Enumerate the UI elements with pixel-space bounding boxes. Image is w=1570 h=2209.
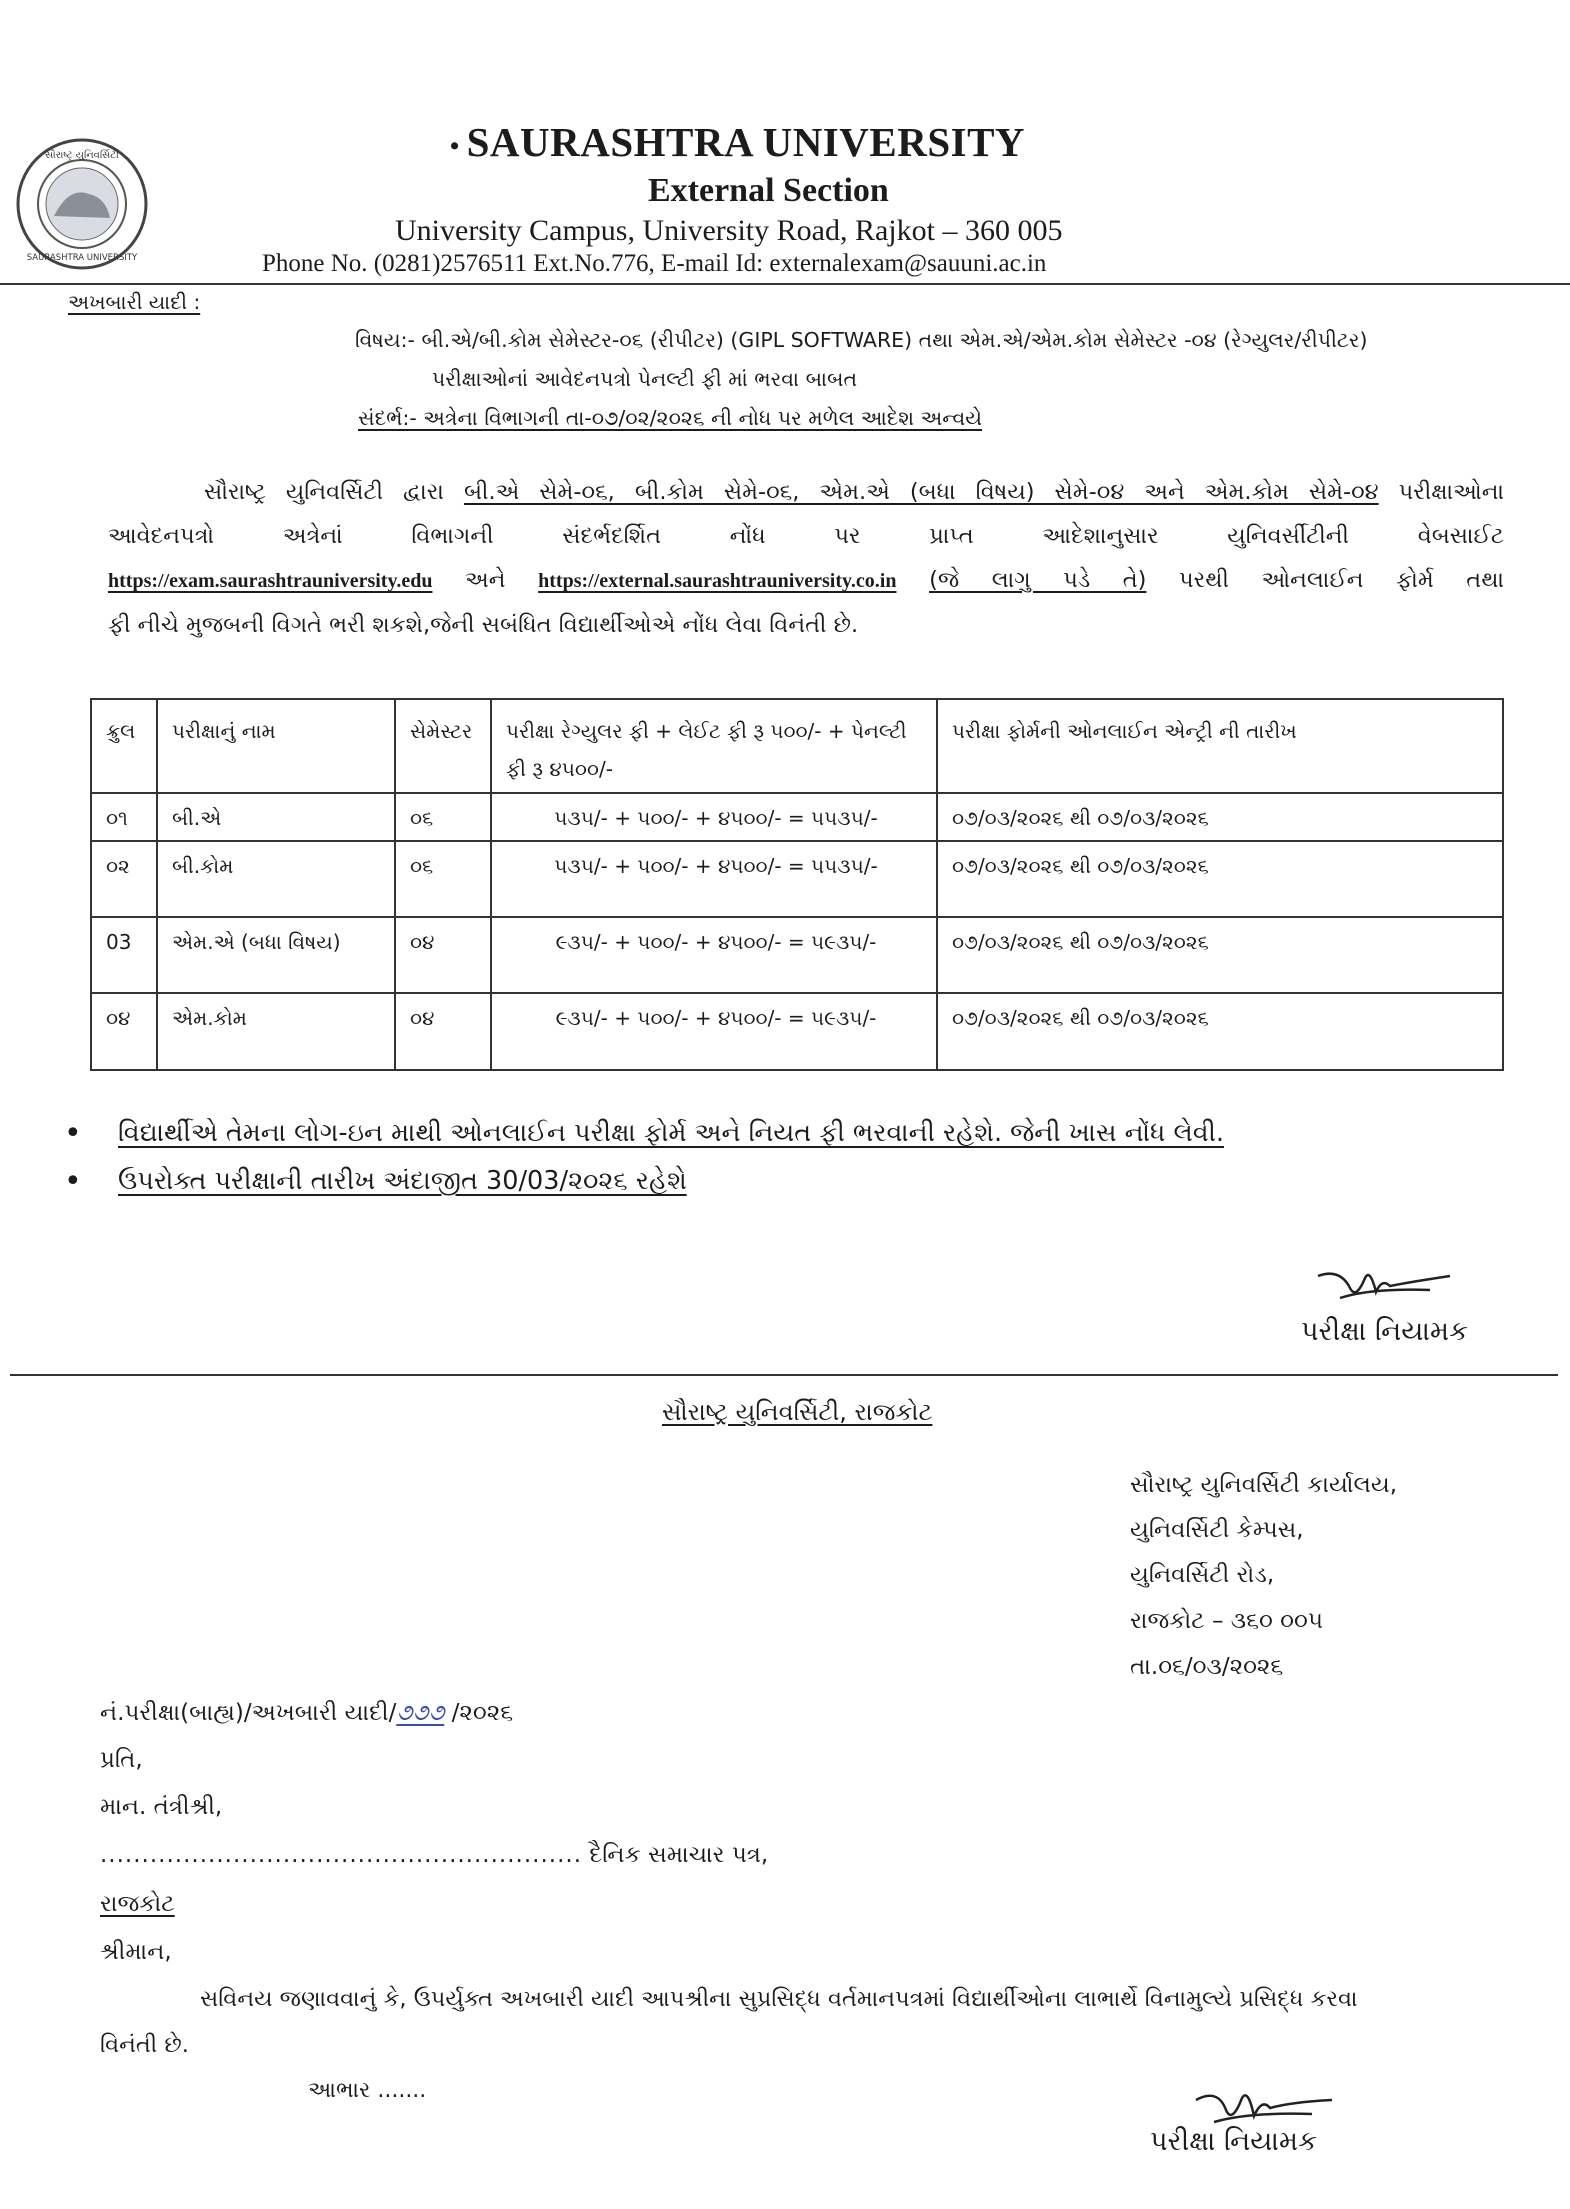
header-divider: [0, 283, 1570, 285]
subject-line-1: વિષય:- બી.એ/બી.કોમ સેમેસ્ટર-૦૬ (રીપીટર) (GIPL SOFTWARE) તથા એમ.એ/એમ.કોમ સેમેસ્ટર -૦૪ (રેગ્યુલર/રીપીટર): [355, 328, 1368, 352]
contact-line: Phone No. (0281)2576511 Ext.No.776, E-mail Id: externalexam@sauuni.ac.in: [262, 250, 1047, 277]
table-row: ૦૧ બી.એ ૦૬ ૫૩૫/- + ૫૦૦/- + ૪૫૦૦/- = ૫૫૩૫/- ૦૭/૦૩/૨૦૨૬ થી ૦૭/૦૩/૨૦૨૬: [91, 793, 1503, 841]
reference-line: સંદર્ભ:- અત્રેના વિભાગની તા-૦૭/૦૨/૨૦૨૬ ની નોધ પર મળેલ આદેશ અન્વયે: [358, 406, 983, 430]
office-address-line: સૌરાષ્ટ્ર યુનિવર્સિટી કાર્યાલય,: [1130, 1472, 1398, 1498]
newspaper-line: .......................................................... દૈનિક સમાચાર પત્ર,: [100, 1842, 769, 1868]
signatory-title-bottom: પરીક્ષા નિયામક: [1150, 2126, 1318, 2157]
list-item: • વિદ્યાર્થીએ તેમના લોગ-ઇન માથી ઓનલાઈન પરીક્ષા ફોર્મ અને નિયત ફી ભરવાની રહેશે. જેની ખાસ નોંધ લેવી.: [62, 1118, 1224, 1166]
body-line-3: https://exam.saurashtrauniversity.edu અને https://external.saurashtrauniversity.co.in (જે લાગુ પડે તે) પરથી ઓનલાઈન ફોર્મ તથા: [108, 567, 1504, 593]
notes-list: [62, 1118, 1224, 1214]
thanks-line: આભાર .......: [308, 2078, 427, 2103]
request-line-1: સવિનય જણાવવાનું કે, ઉપર્યુક્ત અખબારી યાદી આપશ્રીના સુપ્રસિદ્ધ વર્તમાનપત્રમાં વિદ્યાર્થીઓના લાભાર્થે વિનામુલ્યે પ્રસિદ્ધ કરવા: [200, 1986, 1358, 2012]
seal-text-bottom: SAURASHTRA UNIVERSITY: [26, 253, 138, 263]
table-row: 03 એમ.એ (બધા વિષય) ૦૪ ૯૩૫/- + ૫૦૦/- + ૪૫૦૦/- = ૫૯૩૫/- ૦૭/૦૩/૨૦૨૬ થી ૦૭/૦૩/૨૦૨૬: [91, 917, 1503, 993]
subject-line-2: પરીક્ષાઓનાં આવેદનપત્રો પેનલ્ટી ફી માં ભરવા બાબત: [432, 367, 858, 391]
editor-salutation: માન. તંત્રીશ્રી,: [100, 1794, 223, 1820]
office-date: તા.૦૬/૦૩/૨૦૨૬: [1130, 1654, 1284, 1680]
letter-city: રાજકોટ: [100, 1891, 175, 1917]
header-exam-name: પરીક્ષાનું નામ: [157, 699, 395, 793]
fee-table: [90, 698, 1504, 1071]
table-row: ૦૪ એમ.કોમ ૦૪ ૯૩૫/- + ૫૦૦/- + ૪૫૦૦/- = ૫૯૩૫/- ૦૭/૦૩/૨૦૨૬ થી ૦૭/૦૩/૨૦૨૬: [91, 993, 1503, 1070]
header-entry-date: પરીક્ષા ફોર્મની ઓનલાઈન એન્ટ્રી ની તારીખ: [937, 699, 1503, 793]
body-line-2: આવેદનપત્રો અત્રેનાં વિભાગની સંદર્ભદર્શિત નોંધ પર પ્રાપ્ત આદેશાનુસાર યુનિવર્સીટીની વેબસાઈટ: [108, 523, 1504, 549]
press-note-label: અખબારી યાદી :: [68, 290, 201, 314]
university-address: University Campus, University Road, Rajkot – 360 005: [395, 214, 1063, 247]
letter-salutation: શ્રીમાન,: [100, 1939, 172, 1965]
signature-mark: [1310, 1258, 1460, 1318]
body-line-1: સૌરાષ્ટ્ર યુનિવર્સિટી દ્વારા બી.એ સેમે-૦૬, બી.કોમ સેમે-૦૬, એમ.એ (બધા વિષય) સેમે-૦૪ અને એમ.કોમ સેમે-૦૪ પરીક્ષાઓના: [204, 479, 1505, 505]
table-header-row: [91, 699, 1503, 793]
header-sr-no: ક્રુલ: [91, 699, 157, 793]
section-divider: [10, 1374, 1558, 1376]
handwritten-number: ૭૭૭: [396, 1700, 445, 1726]
university-title: • SAURASHTRA UNIVERSITY: [450, 119, 1026, 165]
list-item: • ઉપરોક્ત પરીક્ષાની તારીખ અંદાજીત 30/03/૨૦૨૬ રહેશે: [62, 1166, 1224, 1214]
header-semester: સેમેસ્ટર: [395, 699, 491, 793]
external-website-link[interactable]: https://external.saurashtrauniversity.co.in: [538, 570, 897, 592]
body-line-4: ફી નીચે મુજબની વિગતે ભરી શકશે,જેની સબંધિત વિદ્યાર્થીઓએ નોંધ લેવા વિનંતી છે.: [108, 612, 859, 638]
university-city: સૌરાષ્ટ્ર યુનિવર્સિટી, રાજકોટ: [662, 1398, 933, 1426]
table-row: ૦૨ બી.કોમ ૦૬ ૫૩૫/- + ૫૦૦/- + ૪૫૦૦/- = ૫૫૩૫/- ૦૭/૦૩/૨૦૨૬ થી ૦૭/૦૩/૨૦૨૬: [91, 841, 1503, 917]
seal-text-top: સૌરાષ્ટ્ર યુનિવર્સિટી: [45, 150, 119, 161]
office-address-line: યુનિવર્સિટી કેમ્પસ,: [1130, 1517, 1304, 1543]
reference-number: નં.પરીક્ષા(બાહ્ય)/અખબારી યાદી/૭૭૭ /૨૦૨૬: [100, 1700, 514, 1726]
office-address-line: યુનિવર્સિટી રોડ,: [1130, 1562, 1275, 1588]
request-line-2: વિનંતી છે.: [100, 2032, 189, 2058]
body-paragraph: [108, 470, 1504, 647]
office-address-line: રાજકોટ – ૩૬૦ ૦૦૫: [1130, 1608, 1323, 1634]
exam-website-link[interactable]: https://exam.saurashtrauniversity.edu: [108, 570, 433, 592]
section-title: External Section: [648, 172, 889, 209]
signatory-title: પરીક્ષા નિયામક: [1301, 1316, 1469, 1347]
header-fee: પરીક્ષા રેગ્યુલર ફી + લેઈટ ફી રૂ ૫૦૦/- + પેનલ્ટી ફી રૂ ૪૫૦૦/-: [491, 699, 937, 793]
to-label: પ્રતિ,: [100, 1747, 143, 1773]
